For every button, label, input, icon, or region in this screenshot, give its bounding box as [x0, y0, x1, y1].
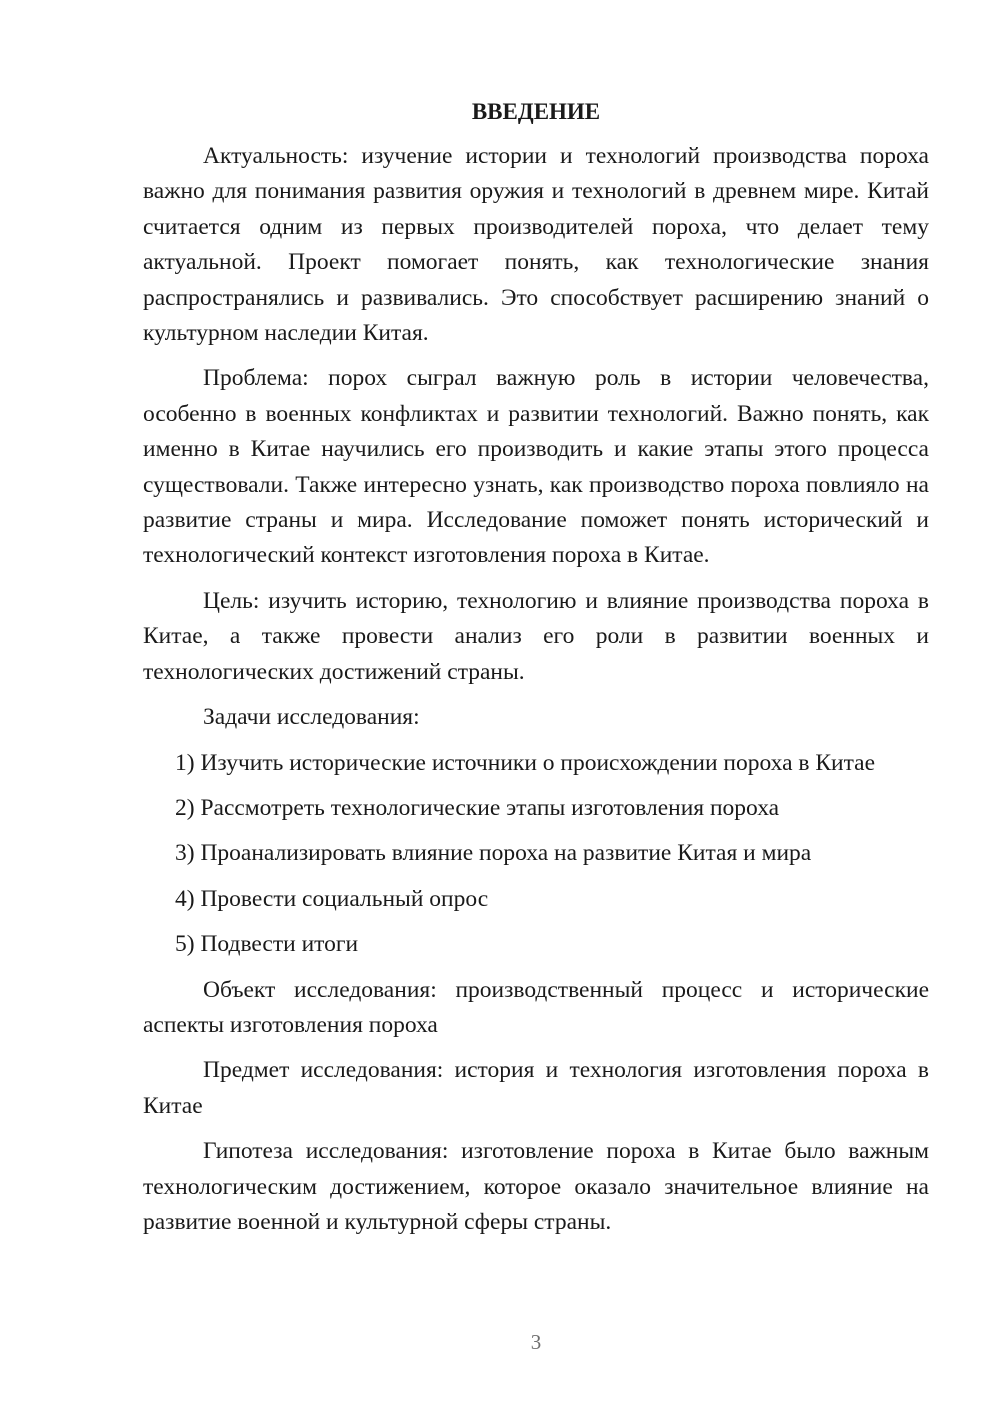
tasks-title: Задачи исследования: [203, 704, 420, 731]
paragraph-goal: Цель: изучить историю, технологию и влияние производства пороха в Китае, а также провести анализ его роли в развитии военных и технологических достижений страны. [143, 587, 929, 685]
task-item: 4) Провести социальный опрос [175, 885, 489, 912]
task-item: 3) Проанализировать влияние пороха на развитие Китая и мира [175, 840, 812, 867]
paragraph-object: Объект исследования: производственный процесс и исторические аспекты изготовления пороха [143, 976, 929, 1038]
page-number: 3 [530, 1330, 542, 1354]
task-item: 1) Изучить исторические источники о происхождении пороха в Китае [175, 749, 876, 776]
paragraph-hypothesis: Гипотеза исследования: изготовление пороха в Китае было важным технологическим достижением, которое оказало значительное влияние на развитие военной и культурной сферы страны. [143, 1138, 929, 1235]
paragraph-problem: Проблема: порох сыграл важную роль в истории человечества, особенно в военных конфликтах и развитии технологий. Важно понять, как именно в Китае научились его производить и какие этапы этого процесса существовали. Также интересно узнать, как производство пороха повлияло на развитие страны и мира. Исследование поможет понять исторический и технологический контекст изготовления пороха в Китае. [143, 365, 929, 569]
task-item: 5) Подвести итоги [175, 931, 359, 958]
task-item: 2) Рассмотреть технологические этапы изготовления пороха [175, 794, 780, 821]
task-list [143, 746, 929, 963]
section-heading: ВВЕДЕНИЕ [471, 99, 601, 124]
paragraph-relevance: Актуальность: изучение истории и технологий производства пороха важно для понимания развития оружия и технологий в древнем мире. Китай считается одним из первых производителей пороха, что делает тему актуальной. Проект помогает понять, как технологические знания распространялись и развивались. Это способствует расширению знаний о культурном наследии Китая. [143, 143, 929, 347]
page-content [143, 94, 929, 1240]
paragraph-subject: Предмет исследования: история и технология изготовления пороха в Китае [143, 1057, 929, 1119]
